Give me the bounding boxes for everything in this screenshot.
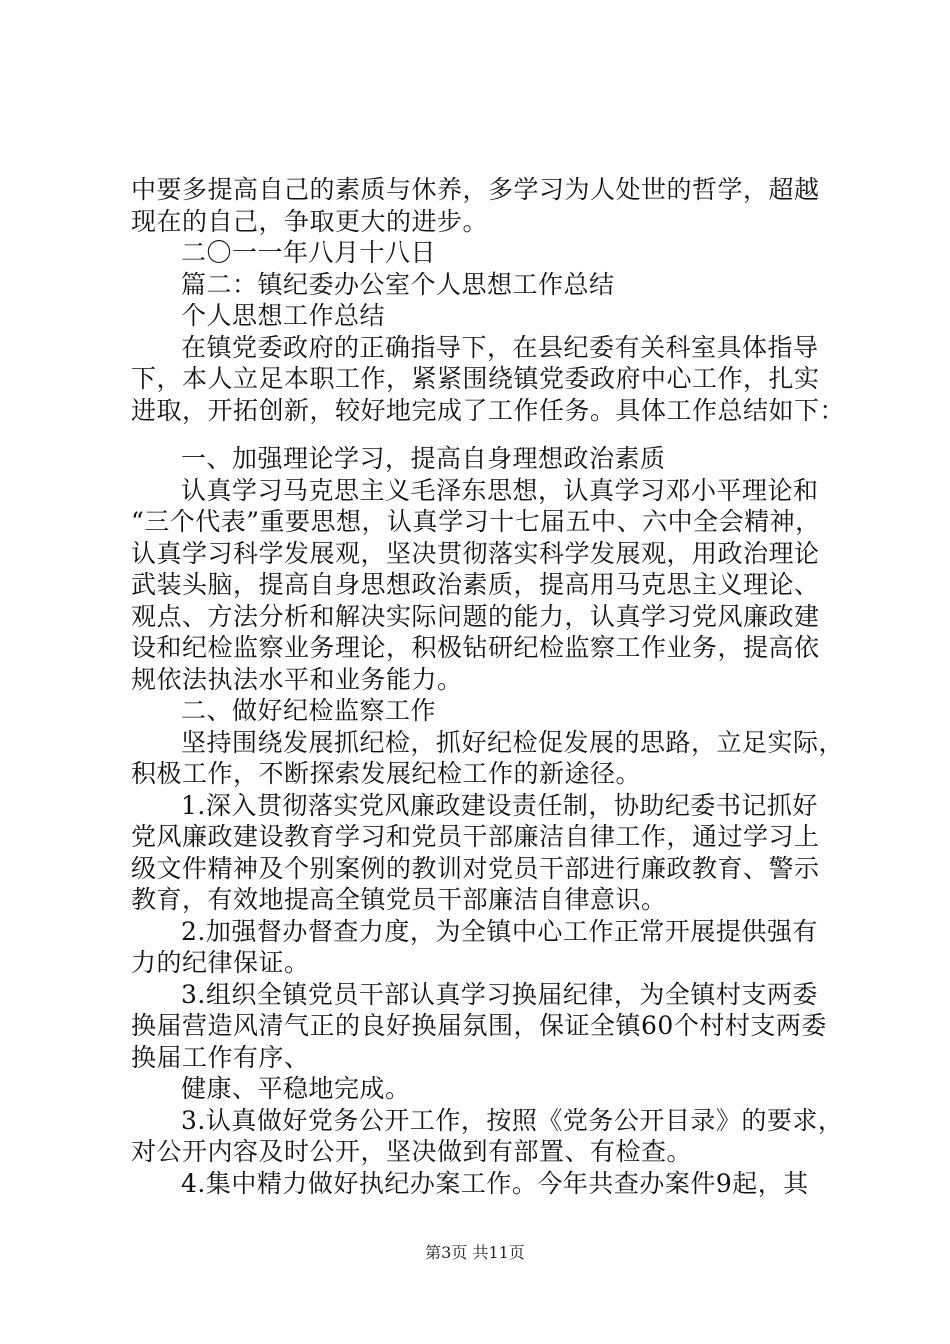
- text-line: 下，本人立足本职工作，紧紧围绕镇党委政府中心工作，扎实: [131, 364, 820, 393]
- text-line: 观点、方法分析和解决实际问题的能力，认真学习党风廉政建: [131, 601, 820, 631]
- text-line: 3.组织全镇党员干部认真学习换届纪律，为全镇村支两委: [181, 979, 818, 1009]
- text-line: “三个代表”重要思想，认真学习十七届五中、六中全会精神，: [131, 507, 821, 536]
- text-line: 3.认真做好党务公开工作，按照《党务公开目录》的要求，: [181, 1105, 844, 1135]
- text-line: 进取，开拓创新，较好地完成了工作任务。具体工作总结如下：: [131, 395, 846, 425]
- text-line: 1.深入贯彻落实党风廉政建设责任制，协助纪委书记抓好: [181, 790, 818, 820]
- text-line: 武装头脑，提高自身思想政治素质，提高用马克思主义理论、: [131, 570, 820, 599]
- text-line: 对公开内容及时公开，坚决做到有部置、有检查。: [131, 1137, 693, 1166]
- text-line: 认真学习马克思主义毛泽东思想，认真学习邓小平理论和: [181, 475, 819, 505]
- text-line: 级文件精神及个别案例的教训对党员干部进行廉政教育、警示: [131, 853, 820, 883]
- text-line: 规依法执法水平和业务能力。: [131, 664, 463, 694]
- text-line: 健康、平稳地完成。: [181, 1074, 411, 1103]
- text-line: 4.集中精力做好执纪办案工作。今年共查办案件9起，其: [181, 1168, 809, 1198]
- text-line: 中要多提高自己的素质与休养，多学习为人处世的哲学，超越: [131, 175, 820, 204]
- date-line: 二〇一一年八月十八日: [181, 238, 437, 267]
- text-line: 现在的自己，争取更大的进步。: [131, 206, 489, 236]
- text-line: 力的纪律保证。: [131, 948, 310, 977]
- text-line: 在镇党委政府的正确指导下，在县纪委有关科室具体指导: [181, 332, 819, 362]
- text-line: 认真学习科学发展观，坚决贯彻落实科学发展观，用政治理论: [131, 538, 820, 568]
- text-line: 设和纪检监察业务理论，积极钻研纪检监察工作业务，提高依: [131, 633, 820, 662]
- document-body: [131, 174, 846, 1199]
- paragraph-gap: [131, 426, 831, 443]
- text-line: 积极工作，不断探索发展纪检工作的新途径。: [131, 759, 642, 788]
- text-line: 2.加强督办督查力度，为全镇中心工作正常开展提供强有: [181, 916, 818, 946]
- text-line: 教育，有效地提高全镇党员干部廉洁自律意识。: [131, 885, 667, 914]
- text-line: 换届营造风清气正的良好换届氛围，保证全镇60个村村支两委: [131, 1011, 827, 1040]
- section-heading: 篇二：镇纪委办公室个人思想工作总结: [181, 269, 615, 299]
- document-title: 个人思想工作总结: [181, 301, 386, 330]
- text-line: 换届工作有序、: [131, 1042, 310, 1072]
- page-number: 第3页 共11页: [425, 1243, 525, 1262]
- section-heading: 一、加强理论学习，提高自身理想政治素质: [181, 444, 666, 473]
- section-heading: 二、做好纪检监察工作: [181, 696, 437, 725]
- text-line: 党风廉政建设教育学习和党员干部廉洁自律工作，通过学习上: [131, 822, 820, 851]
- text-line: 坚持围绕发展抓纪检，抓好纪检促发展的思路，立足实际，: [181, 727, 845, 757]
